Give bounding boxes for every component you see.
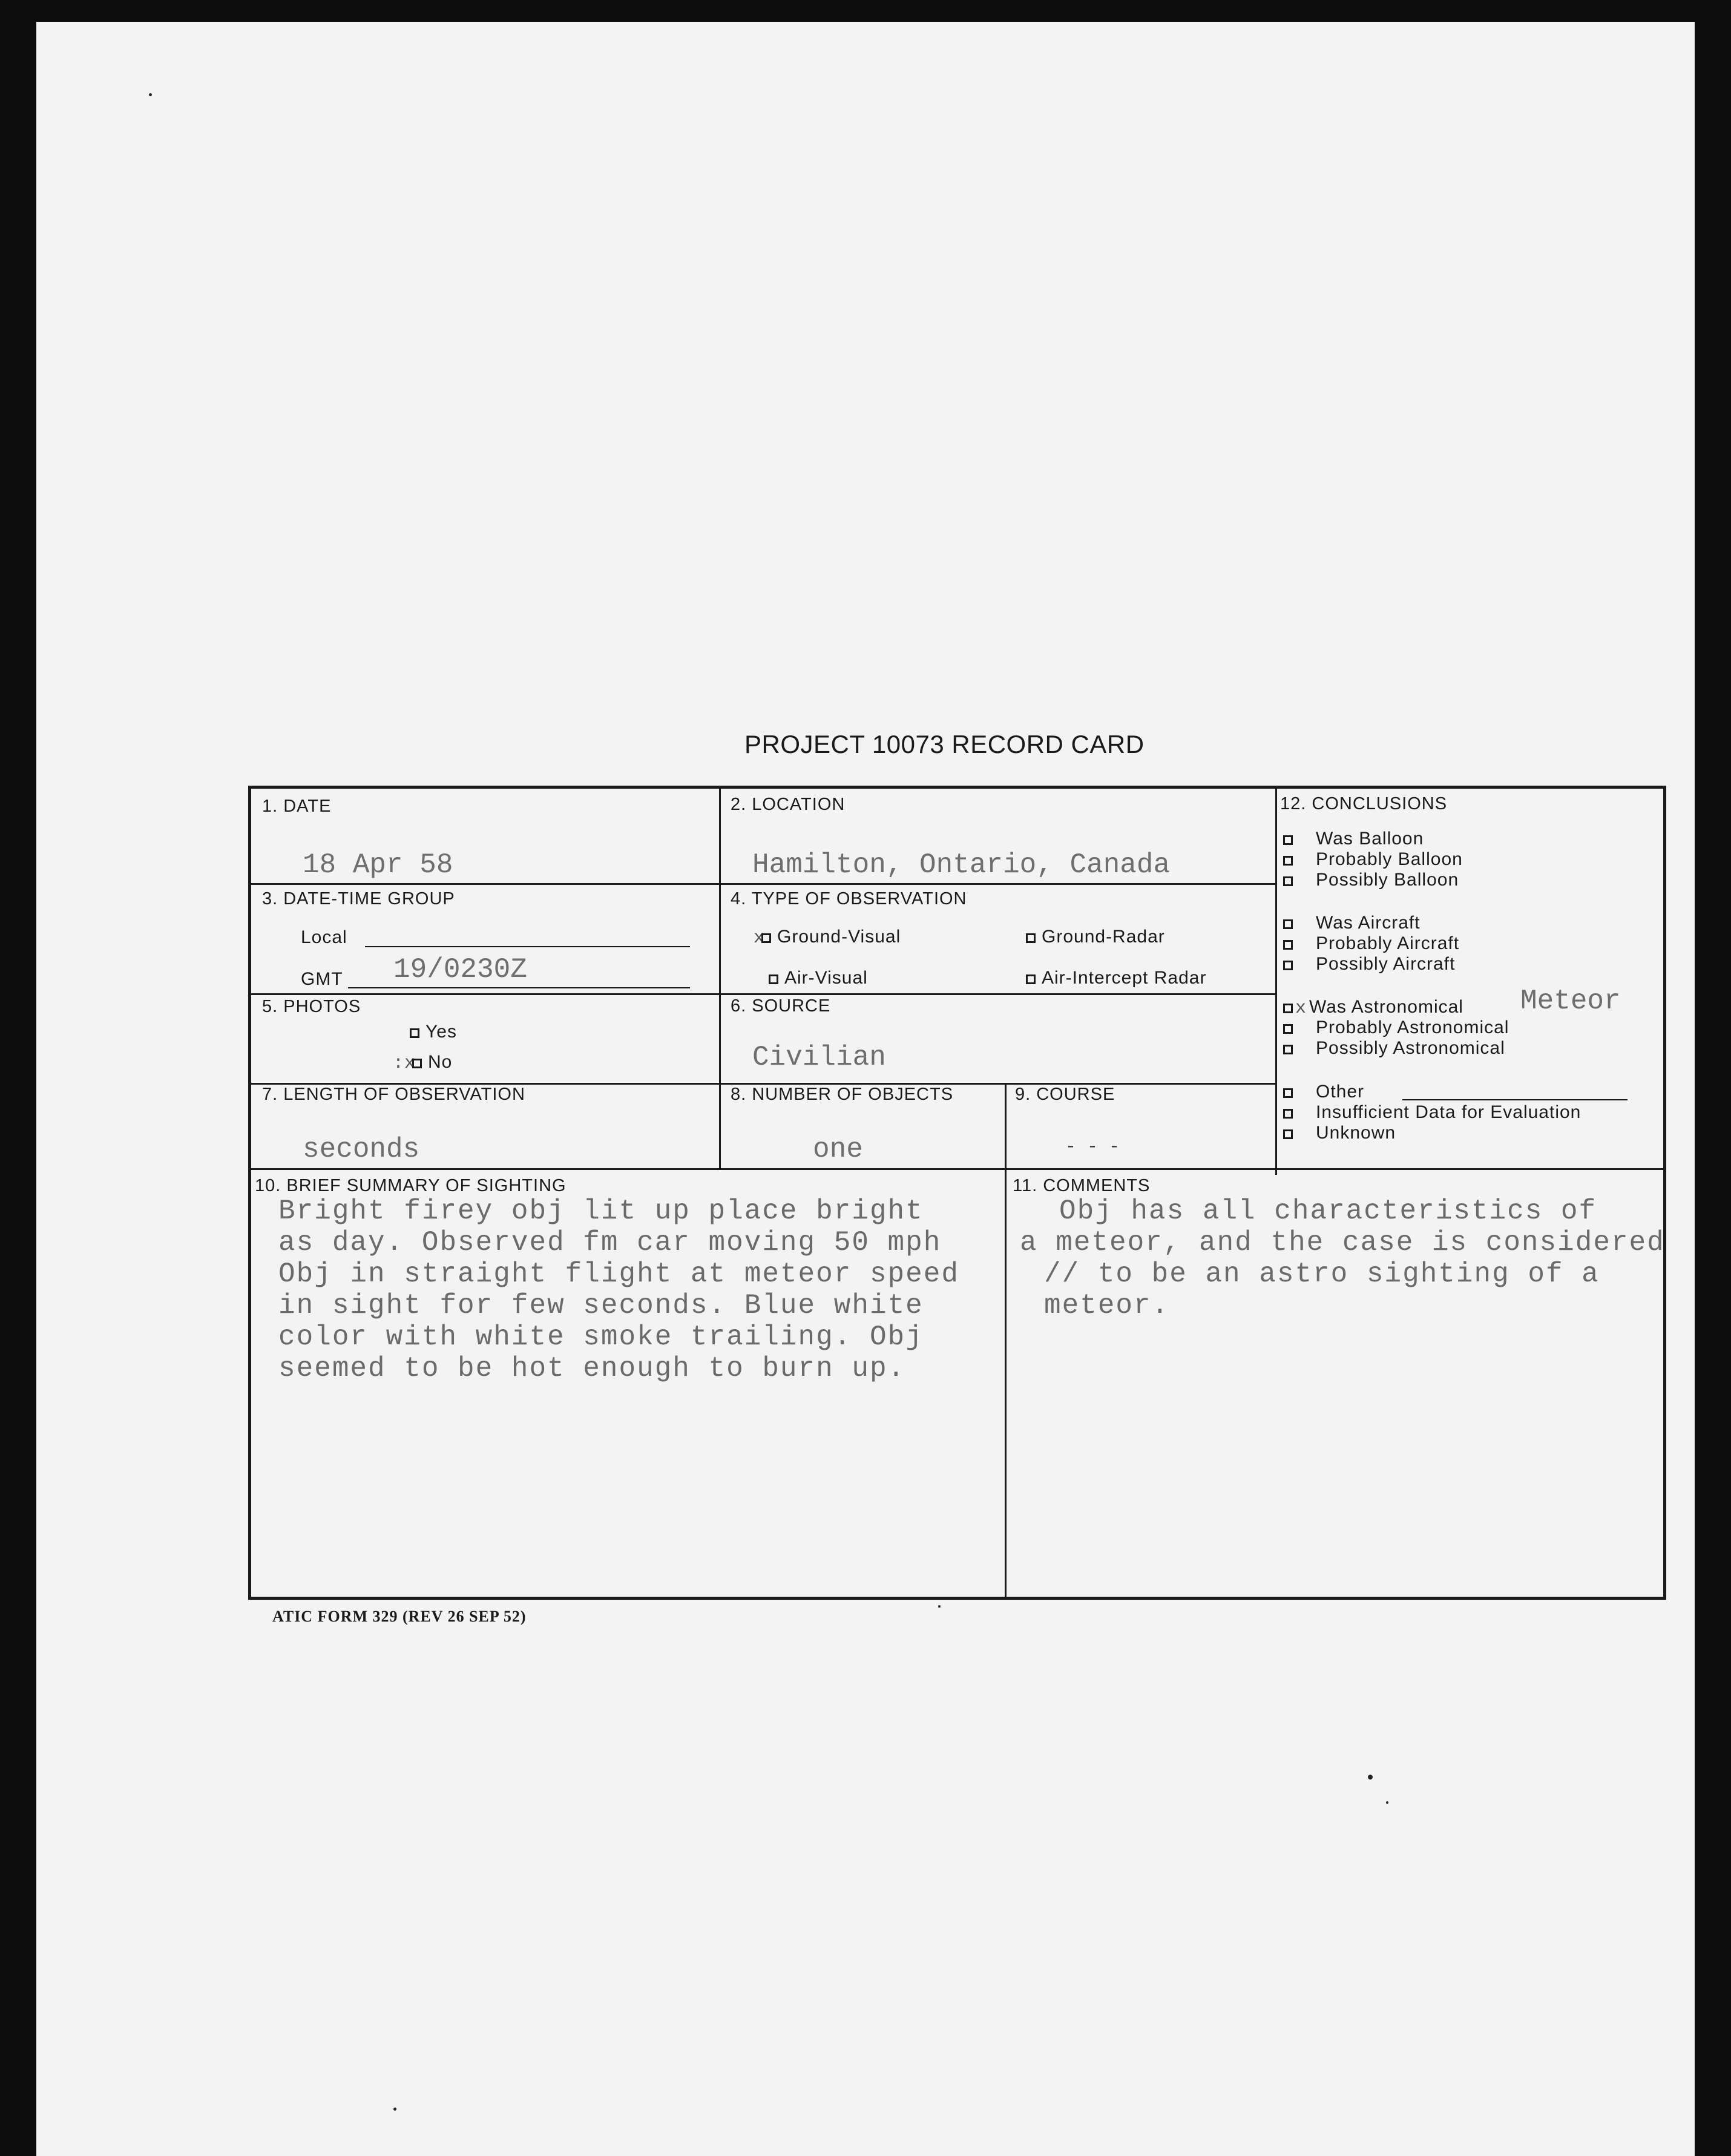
divider-row-1 <box>251 883 1275 885</box>
summary-line: Bright firey obj lit up place bright <box>278 1195 924 1227</box>
obs-air-visual[interactable]: Air-Visual <box>769 968 868 988</box>
number-of-objects-label: 8. NUMBER OF OBJECTS <box>731 1085 954 1104</box>
local-underline <box>365 946 690 947</box>
x-mark-icon: x <box>754 928 766 948</box>
divider-col-2 <box>1275 789 1277 1175</box>
course-value: - - - <box>1065 1137 1120 1157</box>
date-time-group-label: 3. DATE-TIME GROUP <box>262 889 455 909</box>
gmt-label: GMT <box>301 969 343 989</box>
summary-line: color with white smoke trailing. Obj <box>278 1321 924 1353</box>
checkbox-icon <box>1283 1129 1293 1139</box>
conclusions-label: 12. CONCLUSIONS <box>1280 794 1448 813</box>
checkbox-checked-icon <box>412 1059 422 1068</box>
x-mark-icon: :x <box>393 1053 416 1074</box>
brief-summary-label: 10. BRIEF SUMMARY OF SIGHTING <box>255 1176 567 1195</box>
scan-speck <box>149 93 152 96</box>
record-card <box>248 786 1666 1600</box>
checkbox-icon <box>1283 940 1293 950</box>
checkbox-icon <box>1026 933 1036 943</box>
scanned-page <box>36 22 1695 2156</box>
conclusion-was-astronomical[interactable]: x Was Astronomical <box>1283 997 1463 1019</box>
conclusion-insufficient-data[interactable]: Insufficient Data for Evaluation <box>1283 1102 1581 1123</box>
divider-col-1 <box>719 789 721 1168</box>
conclusion-probably-aircraft[interactable]: Probably Aircraft <box>1283 933 1459 954</box>
photos-yes[interactable]: Yes <box>410 1022 457 1042</box>
checkbox-icon <box>1283 856 1293 866</box>
gmt-underline <box>348 987 690 988</box>
checkbox-icon <box>1283 1045 1293 1054</box>
conclusion-possibly-astronomical[interactable]: Possibly Astronomical <box>1283 1038 1505 1059</box>
checkbox-icon <box>410 1028 419 1038</box>
checkbox-checked-icon <box>1283 1004 1293 1013</box>
divider-row-4 <box>251 1168 1663 1170</box>
card-title: PROJECT 10073 RECORD CARD <box>744 730 1145 758</box>
length-of-observation-value: seconds <box>303 1134 420 1165</box>
other-underline <box>1402 1099 1628 1100</box>
divider-row-2 <box>251 993 1275 995</box>
scan-speck <box>1386 1801 1388 1804</box>
gmt-value: 19/0230Z <box>393 954 527 985</box>
x-mark-icon: x <box>1295 998 1307 1019</box>
location-label: 2. LOCATION <box>731 795 846 814</box>
checkbox-icon <box>1283 1024 1293 1034</box>
summary-line: Obj in straight flight at meteor speed <box>278 1258 959 1290</box>
date-label: 1. DATE <box>262 797 332 816</box>
length-of-observation-label: 7. LENGTH OF OBSERVATION <box>262 1085 525 1104</box>
obs-ground-radar[interactable]: Ground-Radar <box>1026 927 1165 947</box>
divider-col-3 <box>1005 1083 1007 1168</box>
source-label: 6. SOURCE <box>731 996 831 1016</box>
checkbox-icon <box>769 974 778 984</box>
comments-label: 11. COMMENTS <box>1013 1176 1151 1195</box>
scan-speck <box>393 2108 396 2111</box>
source-value: Civilian <box>752 1042 886 1073</box>
checkbox-icon <box>1283 1109 1293 1119</box>
summary-line: in sight for few seconds. Blue white <box>278 1290 924 1321</box>
conclusion-was-aircraft[interactable]: Was Aircraft <box>1283 913 1421 933</box>
divider-lower <box>1005 1168 1007 1600</box>
checkbox-icon <box>1026 974 1036 984</box>
checkbox-icon <box>1283 919 1293 929</box>
conclusion-probably-balloon[interactable]: Probably Balloon <box>1283 849 1463 870</box>
number-of-objects-value: one <box>813 1134 863 1165</box>
type-of-observation-label: 4. TYPE OF OBSERVATION <box>731 889 967 909</box>
course-label: 9. COURSE <box>1015 1085 1115 1104</box>
scan-speck <box>1368 1775 1373 1780</box>
comments-line: // to be an astro sighting of a <box>1044 1258 1600 1290</box>
conclusion-unknown[interactable]: Unknown <box>1283 1123 1396 1143</box>
local-label: Local <box>301 927 347 947</box>
photos-no[interactable]: :x No <box>393 1052 453 1074</box>
obs-air-intercept-radar[interactable]: Air-Intercept Radar <box>1026 968 1206 988</box>
scan-speck <box>938 1605 941 1608</box>
astronomical-note: Meteor <box>1520 985 1621 1017</box>
comments-line: a meteor, and the case is considered <box>1020 1227 1665 1258</box>
checkbox-icon <box>1283 1088 1293 1098</box>
conclusion-was-balloon[interactable]: Was Balloon <box>1283 829 1424 849</box>
obs-ground-visual[interactable]: x Ground-Visual <box>754 927 901 948</box>
conclusion-other[interactable]: Other <box>1283 1082 1364 1102</box>
date-value: 18 Apr 58 <box>303 849 453 881</box>
summary-line: seemed to be hot enough to burn up. <box>278 1353 906 1384</box>
checkbox-icon <box>1283 961 1293 970</box>
comments-line: meteor. <box>1044 1290 1170 1321</box>
checkbox-checked-icon <box>761 933 771 943</box>
comments-line: Obj has all characteristics of <box>1059 1195 1597 1227</box>
checkbox-icon <box>1283 876 1293 886</box>
conclusion-probably-astronomical[interactable]: Probably Astronomical <box>1283 1017 1509 1038</box>
checkbox-icon <box>1283 835 1293 845</box>
conclusion-possibly-balloon[interactable]: Possibly Balloon <box>1283 870 1459 890</box>
summary-line: as day. Observed fm car moving 50 mph <box>278 1227 942 1258</box>
form-identifier: ATIC FORM 329 (REV 26 SEP 52) <box>272 1608 527 1625</box>
location-value: Hamilton, Ontario, Canada <box>752 849 1171 881</box>
conclusion-possibly-aircraft[interactable]: Possibly Aircraft <box>1283 954 1455 974</box>
photos-label: 5. PHOTOS <box>262 997 361 1016</box>
